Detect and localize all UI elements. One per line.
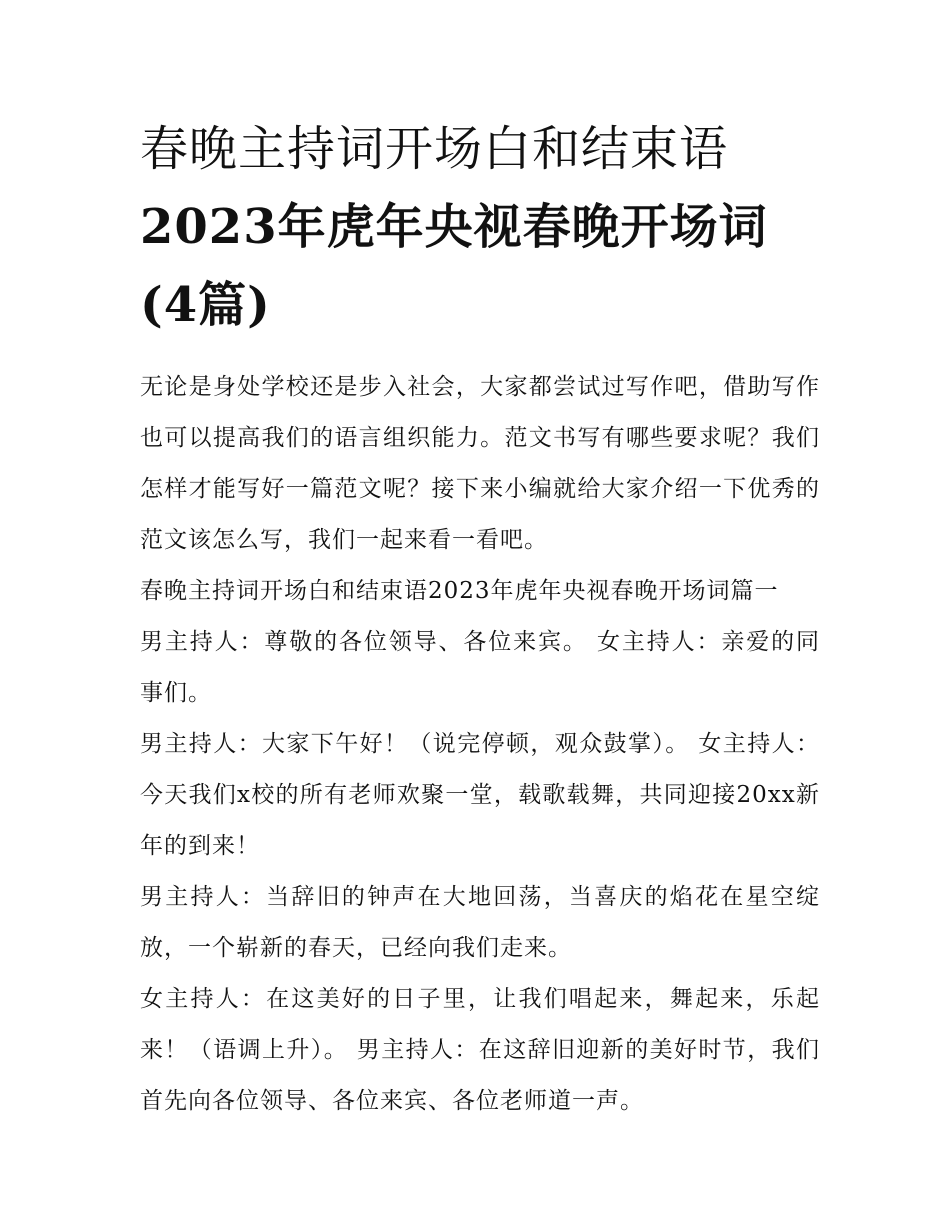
dialogue-paragraph: 男主持人：大家下午好！（说完停顿，观众鼓掌）。 女主持人：今天我们x校的所有老师欢聚一堂，载歌载舞，共同迎接20xx新年的到来！ [140, 731, 820, 859]
dialogue-paragraph: 男主持人：尊敬的各位领导、各位来宾。 女主持人：亲爱的同事们。 [140, 629, 820, 706]
intro-paragraph: 无论是身处学校还是步入社会，大家都尝试过写作吧，借助写作也可以提高我们的语言组织能力。范文书写有哪些要求呢？我们怎样才能写好一篇范文呢？接下来小编就给大家介绍一下优秀的范文该怎么写，我们一起来看一看吧。 [140, 374, 820, 553]
title-line-2: 2023年虎年央视春晚开场词(4篇) [140, 199, 768, 333]
document-page [140, 110, 820, 1127]
dialogue-paragraph: 女主持人：在这美好的日子里，让我们唱起来，舞起来，乐起来！（语调上升）。 男主持人：在这辞旧迎新的美好时节，我们首先向各位领导、各位来宾、各位老师道一声。 [140, 986, 820, 1114]
dialogue-paragraph: 男主持人：当辞旧的钟声在大地回荡，当喜庆的焰花在星空绽放，一个崭新的春天，已经向我们走来。 [140, 884, 820, 961]
title-line-1: 春晚主持词开场白和结束语 [140, 121, 729, 177]
section-heading: 春晚主持词开场白和结束语2023年虎年央视春晚开场词篇一 [140, 578, 779, 604]
document-title [140, 110, 820, 344]
